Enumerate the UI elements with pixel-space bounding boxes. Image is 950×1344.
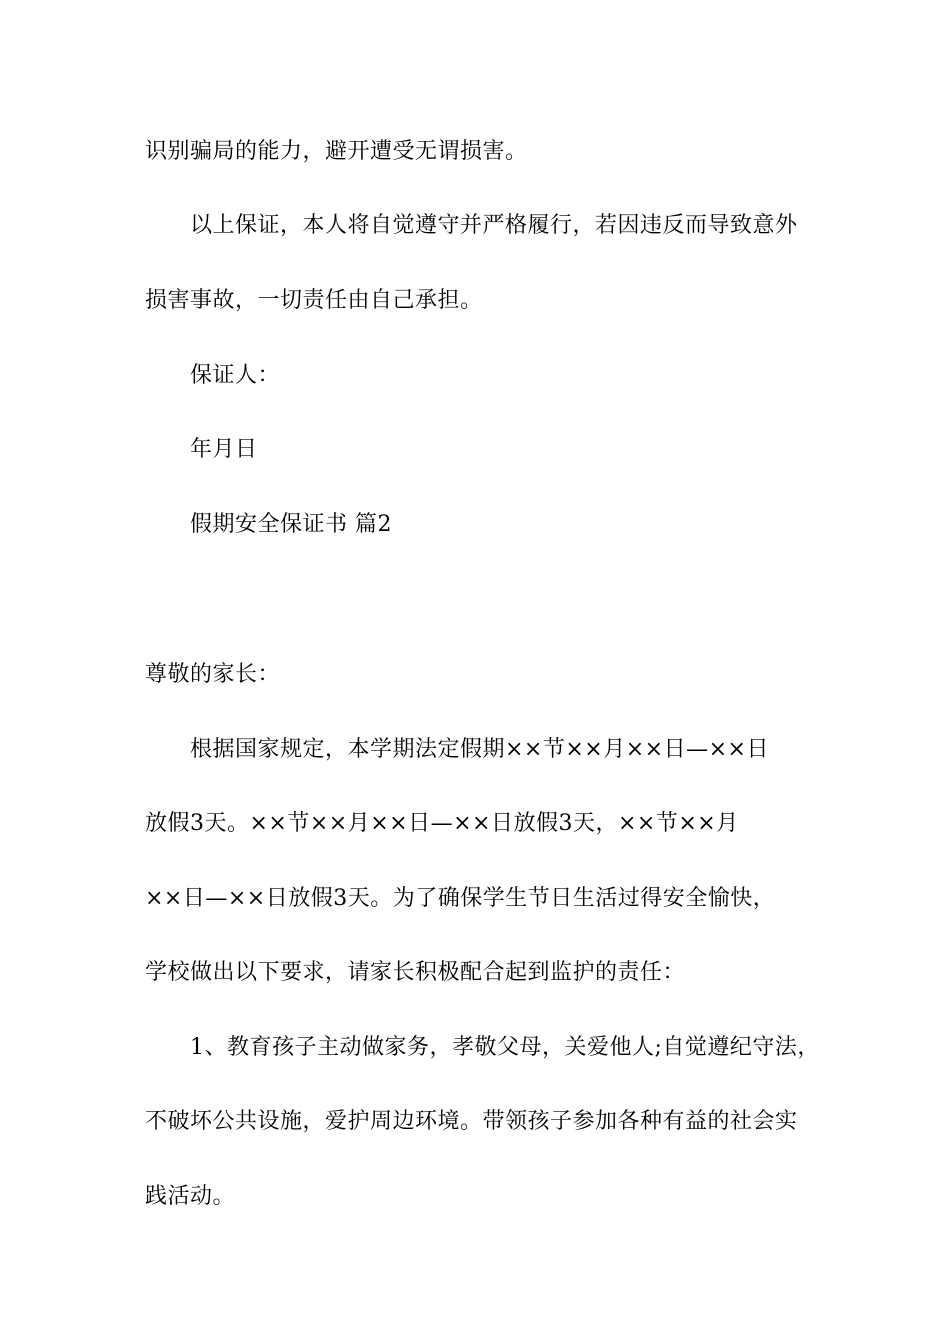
paragraph-line: 识别骗局的能力，避开遭受无谓损害。: [145, 139, 528, 164]
paragraph-line: ××日—××日放假3天。为了确保学生节日生活过得安全愉快，: [145, 886, 776, 911]
date-label: 年月日: [190, 437, 258, 462]
paragraph-line: 不破坏公共设施，爱护周边环境。带领孩子参加各种有益的社会实: [145, 1109, 798, 1134]
paragraph-line: 根据国家规定，本学期法定假期××节××月××日—××日: [190, 737, 769, 762]
paragraph-line: 损害事故，一切责任由自己承担。: [145, 288, 483, 313]
paragraph-line: 放假3天。××节××月××日—××日放假3天，××节××月: [145, 811, 739, 836]
paragraph-line: 以上保证，本人将自觉遵守并严格履行，若因违反而导致意外: [190, 213, 798, 238]
paragraph-line: 1、教育孩子主动做家务，孝敬父母，关爱他人;自觉遵纪守法，: [190, 1035, 820, 1060]
section-title: 假期安全保证书 篇2: [190, 512, 392, 537]
paragraph-line: 践活动。: [145, 1184, 236, 1209]
paragraph-line: 学校做出以下要求，请家长积极配合起到监护的责任：: [145, 960, 686, 985]
salutation: 尊敬的家长：: [145, 662, 281, 687]
guarantor-label: 保证人：: [190, 363, 281, 388]
